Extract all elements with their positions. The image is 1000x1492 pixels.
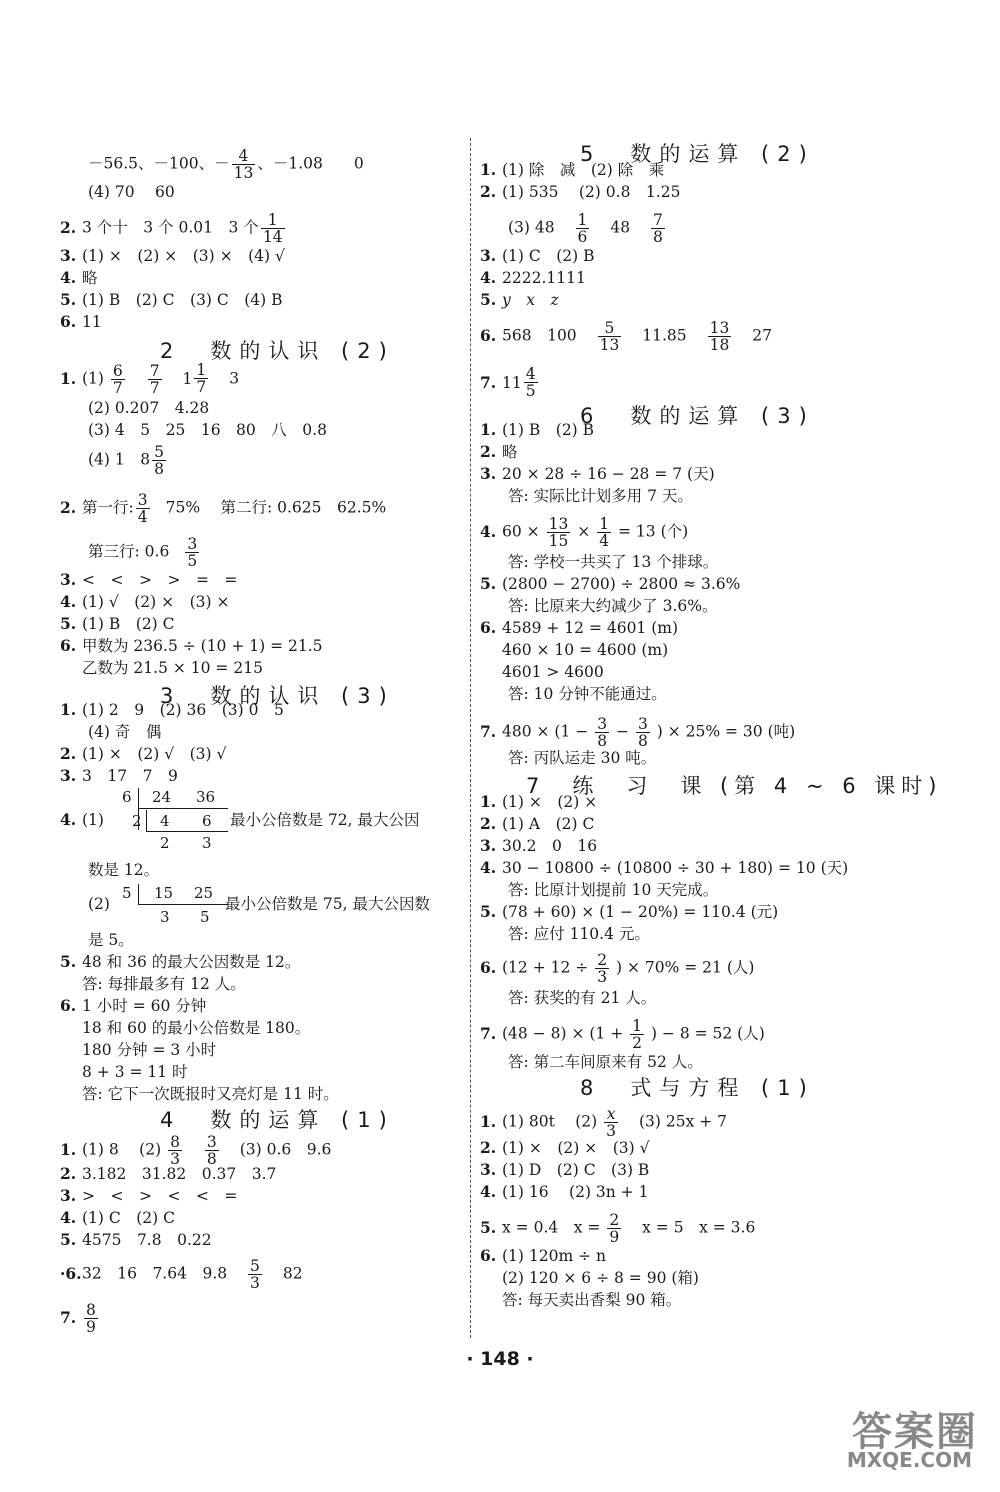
fraction: $\frac{1}{14}$	[262, 211, 283, 246]
answer-line: 答: 第二车间原来有 52 人。	[508, 1053, 703, 1071]
fraction: $\frac{3}{8}$	[637, 715, 648, 750]
fraction: $\frac{6}{7}$	[112, 362, 123, 397]
answer-s5-q1: 1. (1) 除 减 (2) 除 乘	[480, 160, 665, 179]
answer-line: 答: 每排最多有 12 人。	[82, 975, 246, 993]
answer-s7-q1: 1. (1) × (2) ×	[480, 792, 598, 811]
answer-s4-q4: 4. (1) C (2) C	[60, 1208, 175, 1227]
answer-s4-q1: 1. (1) 8 (2) $\frac{8}{3}$ $\frac{3}{8}$ (3) 0.6 9.6	[60, 1133, 332, 1168]
fraction: $\frac{13}{15}$	[548, 515, 569, 550]
answer-line: 答: 应付 110.4 元。	[508, 925, 650, 943]
answer-s4-q3: 3. > < > < < =	[60, 1186, 238, 1205]
answer-s5-q7: 7. 11 $\frac{4}{5}$	[480, 366, 540, 399]
answer-s3-q2: 2. (1) × (2) √ (3) √	[60, 744, 227, 763]
fraction: $\frac{5}{8}$	[154, 443, 164, 478]
answer-s2-q5: 5. (1) B (2) C	[60, 614, 175, 633]
answer-s3-q3: 3. 3 17 7 9	[60, 766, 178, 785]
answer-s4-q5: 5. 4575 7.8 0.22	[60, 1230, 212, 1249]
answer-s2-q4: 4. (1) √ (2) × (3) ×	[60, 592, 230, 611]
watermark-logo-text: 答案圈	[852, 1409, 978, 1455]
answer-s6-q3: 3. 20 × 28 ÷ 16 − 28 = 7 (天)	[480, 464, 715, 483]
answer-line: 最小公倍数是 75, 最大公因数	[225, 895, 431, 913]
answer-line: 4601 > 4600	[502, 663, 604, 681]
section-heading-8: 8 式与方程 (1)	[580, 1076, 815, 1100]
answer-line: (4) 奇 偶	[88, 723, 162, 741]
answer-line: 460 × 10 = 4600 (m)	[502, 641, 669, 659]
page-number: · 148 ·	[466, 1348, 534, 1370]
answer-s6-q4: 4. 60 × $\frac{13}{15}$ × $\frac{1}{4}$ = 13 (个)	[480, 515, 689, 550]
answer-line: 第三行: 0.6 $\frac{3}{5}$	[88, 535, 198, 570]
answer-s8-q6: 6. (1) 120m ÷ n	[480, 1246, 606, 1265]
answer-line: (4) 70 60	[88, 183, 175, 201]
answer-s6-q2: 2. 略	[480, 442, 518, 461]
answer-q5: 5. (1) B (2) C (3) C (4) B	[60, 290, 283, 309]
answer-s6-q6: 6. 4589 + 12 = 4601 (m)	[480, 618, 679, 637]
fraction: $\frac{13}{18}$	[709, 319, 730, 354]
answer-s2-q1: 1. (1) $\frac{6}{7}$ $\frac{7}{7}$ 1 $\frac{1}{7}$ 3	[60, 361, 240, 397]
answer-s4-q7: 7. $\frac{8}{9}$	[60, 1301, 96, 1336]
answer-s8-q2: 2. (1) × (2) × (3) √	[480, 1138, 650, 1157]
fraction: $\frac{8}{9}$	[86, 1301, 96, 1336]
mixed-number: 11 $\frac{4}{5}$	[502, 365, 536, 400]
fraction: $\frac{x}{3}$	[606, 1105, 617, 1140]
answer-line: 答: 比原来大约减少了 3.6%。	[508, 597, 718, 615]
answer-s2-q6: 6. 甲数为 236.5 ÷ (10 + 1) = 21.5	[60, 636, 323, 655]
section-heading-6: 6 数的运算 (3)	[580, 404, 815, 428]
answer-s5-q2: 2. (1) 535 (2) 0.8 1.25	[480, 182, 681, 201]
answer-q4: 4. 略	[60, 268, 98, 287]
short-division-diagram-2: 5 15 25 3 5	[120, 884, 230, 928]
fraction: $\frac{8}{3}$	[170, 1133, 180, 1168]
answer-line: 18 和 60 的最小公倍数是 180。	[82, 1019, 311, 1037]
answer-s3-q1: 1. (1) 2 9 (2) 36 (3) 0 5	[60, 700, 284, 719]
answer-s7-q3: 3. 30.2 0 16	[480, 836, 598, 855]
answer-line: 答: 每天卖出香梨 90 箱。	[502, 1291, 682, 1309]
fraction: $\frac{7}{8}$	[653, 211, 663, 246]
answer-s2-q3: 3. < < > > = =	[60, 570, 238, 589]
answer-line: 答: 比原计划提前 10 天完成。	[508, 881, 719, 899]
answer-s4-q6: ·6.32 16 7.64 9.8 $\frac{5}{3}$ 82	[60, 1257, 303, 1292]
answer-q2: 2. 3 个十 3 个 0.01 3 个 $\frac{1}{14}$	[60, 211, 283, 246]
answer-line: 乙数为 21.5 × 10 = 215	[82, 659, 263, 677]
answer-line: (3) 4 5 25 16 80 八 0.8	[88, 421, 327, 439]
answer-s6-q7: 7. 480 × (1 − $\frac{3}{8}$ − $\frac{3}{8}$ ) × 25% = 30 (吨)	[480, 715, 796, 750]
answer-line: 最小公倍数是 72, 最大公因	[230, 811, 420, 829]
fraction: $\frac{1}{4}$	[599, 515, 610, 550]
answer-s7-q2: 2. (1) A (2) C	[480, 814, 595, 833]
answer-line: 是 5。	[88, 931, 134, 949]
answer-s5-q3: 3. (1) C (2) B	[480, 246, 595, 265]
section-heading-7: 7 练 习 课 (第 4 ~ 6 课时)	[526, 774, 943, 798]
answer-s8-q1: 1. (1) 80t (2) $\frac{x}{3}$ (3) 25x + 7	[480, 1105, 728, 1140]
fraction: $\frac{4}{13}$	[233, 147, 254, 182]
answer-line: (2) 120 × 6 ÷ 8 = 90 (箱)	[502, 1269, 699, 1287]
answer-line: (2)	[88, 895, 110, 913]
fraction: $\frac{2}{3}$	[597, 951, 608, 986]
answer-s7-q7: 7. (48 − 8) × (1 + $\frac{1}{2}$ ) − 8 = 52 (人)	[480, 1017, 765, 1052]
answer-s7-q4: 4. 30 − 10800 ÷ (10800 ÷ 30 + 180) = 10 (天)	[480, 858, 849, 877]
watermark-url: MXQE.COM	[846, 1448, 972, 1472]
short-division-diagram-1: 6 24 36 2 4 6 2 3	[116, 788, 231, 852]
answer-s8-q5: 5. x = 0.4 x = $\frac{2}{9}$ x = 5 x = 3.6	[480, 1211, 756, 1246]
section-heading-4: 4 数的运算 (1)	[160, 1108, 395, 1132]
answer-line: (3) 48 $\frac{1}{6}$ 48 $\frac{7}{8}$	[508, 211, 663, 246]
answer-s3-q4: 4. (1)	[60, 810, 104, 829]
section-heading-3: 3 数的认识 (3)	[160, 684, 395, 708]
fraction: $\frac{3}{8}$	[206, 1133, 217, 1168]
answer-s3-q6: 6. 1 小时 = 60 分钟	[60, 996, 207, 1015]
fraction: $\frac{1}{6}$	[577, 211, 588, 246]
answer-line: 180 分钟 = 3 小时	[82, 1041, 217, 1059]
fraction: $\frac{3}{5}$	[187, 535, 198, 570]
answer-line: －56.5、－100、－ $\frac{4}{13}$ 、－1.08 0	[88, 147, 364, 182]
answer-line: (2) 0.207 4.28	[88, 399, 210, 417]
column-divider	[470, 138, 471, 1338]
answer-s7-q6: 6. (12 + 12 ÷ $\frac{2}{3}$ ) × 70% = 21 (人)	[480, 951, 755, 986]
answer-line: 答: 它下一次既报时又亮灯是 11 时。	[82, 1085, 339, 1103]
fraction: $\frac{1}{2}$	[632, 1017, 642, 1052]
answer-q3: 3. (1) × (2) × (3) × (4) √	[60, 246, 285, 265]
fraction: $\frac{5}{13}$	[599, 319, 620, 354]
answer-line: 答: 学校一共买了 13 个排球。	[508, 553, 719, 571]
answer-s5-q5: 5. y x z	[480, 290, 559, 309]
fraction: $\frac{7}{7}$	[149, 362, 160, 397]
answer-s7-q5: 5. (78 + 60) × (1 − 20%) = 110.4 (元)	[480, 902, 779, 921]
answer-s2-q2: 2. 第一行: $\frac{3}{4}$ 75% 第二行: 0.625 62.5%	[60, 491, 387, 526]
answer-line: 8 + 3 = 11 时	[82, 1063, 188, 1081]
fraction: $\frac{5}{3}$	[250, 1257, 260, 1292]
answer-line: 答: 10 分钟不能通过。	[508, 685, 667, 703]
answer-s8-q4: 4. (1) 16 (2) 3n + 1	[480, 1182, 649, 1201]
section-heading-2: 2 数的认识 (2)	[160, 339, 395, 363]
site-watermark	[808, 1400, 978, 1480]
answer-s6-q5: 5. (2800 − 2700) ÷ 2800 ≈ 3.6%	[480, 574, 741, 593]
answer-s3-q5: 5. 48 和 36 的最大公因数是 12。	[60, 952, 301, 971]
answer-s5-q6: 6. 568 100 $\frac{5}{13}$ 11.85 $\frac{13}{18}$ 27	[480, 319, 772, 354]
answer-line: 数是 12。	[88, 861, 160, 879]
section-heading-5: 5 数的运算 (2)	[580, 142, 815, 166]
answer-line: 答: 获奖的有 21 人。	[508, 989, 657, 1007]
fraction: $\frac{2}{9}$	[609, 1211, 620, 1246]
fraction: $\frac{3}{8}$	[597, 715, 608, 750]
answer-s6-q1: 1. (1) B (2) B	[480, 420, 595, 439]
answer-line: (4) 1 8 $\frac{5}{8}$	[88, 443, 164, 478]
answer-s8-q3: 3. (1) D (2) C (3) B	[480, 1160, 650, 1179]
mixed-number: 1 $\frac{1}{7}$	[182, 361, 207, 396]
answer-line: 答: 丙队运走 30 吨。	[508, 749, 657, 767]
answer-s5-q4: 4. 2222.1111	[480, 268, 586, 287]
answer-q6: 6. 11	[60, 312, 102, 331]
answer-s4-q2: 2. 3.182 31.82 0.37 3.7	[60, 1164, 277, 1183]
fraction: $\frac{3}{4}$	[137, 491, 148, 526]
answer-line: 答: 实际比计划多用 7 天。	[508, 487, 693, 505]
